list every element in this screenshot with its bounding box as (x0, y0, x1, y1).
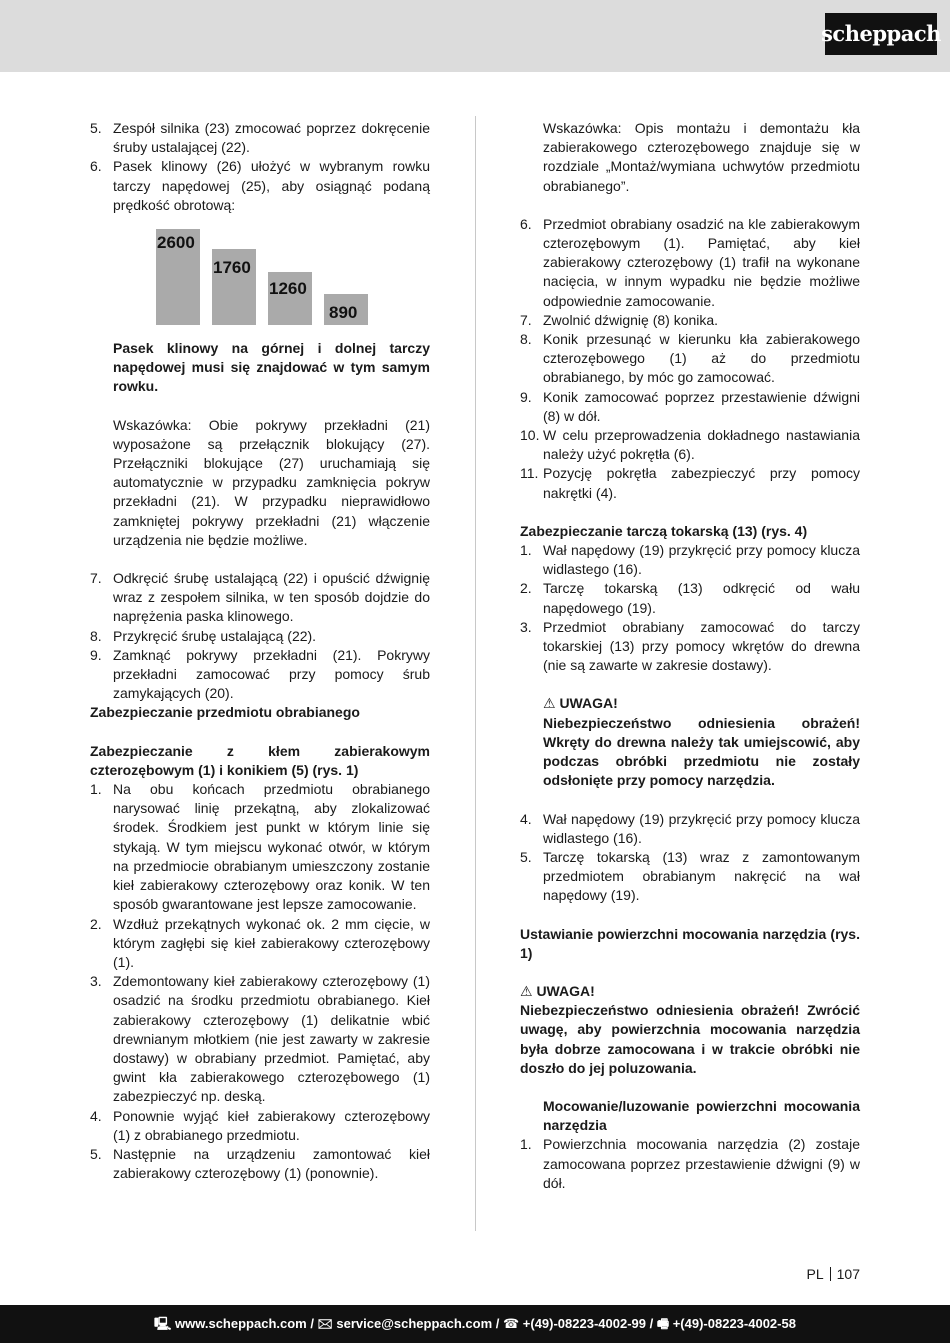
belt-note: Pasek klinowy na górnej i dolnej tarczy napędowej musi się znajdować w tym samym rowku. (113, 340, 430, 395)
left-column (90, 119, 430, 1183)
list-item: 5. Zespół silnika (23) zmocować poprzez dokręcenie śruby ustalającej (22). (90, 120, 430, 156)
subsection-heading: Zabezpieczanie z kłem zabierakowym czterozębowym (1) i konikiem (5) (rys. 1) (90, 742, 430, 778)
list-item: 4. Ponownie wyjąć kieł zabierakowy czterozębowy (1) z obrabianego przedmiotu. (90, 1107, 430, 1143)
section-heading: Zabezpieczanie tarczą tokarską (13) (rys. 4) (520, 522, 808, 539)
chart-label-1760: 1760 (213, 258, 251, 278)
chart-label-890: 890 (329, 303, 358, 323)
list-item: 7. Zwolnić dźwignię (8) konika. (520, 311, 719, 328)
page-footer (0, 1305, 950, 1343)
warning-title: ⚠ UWAGA! (543, 695, 618, 712)
page-language: PL (806, 1266, 824, 1282)
warning-text: Niebezpieczeństwo odniesienia obrażeń! Zwrócić uwagę, aby powierzchnia mocowania narzędzia była dobrze zamocowana i w trakcie obróbki nie doszło do jej poluzowania. (520, 1002, 860, 1076)
hint-text: Wskazówka: Obie pokrywy przekładni (21) wyposażone są przełącznik blokujący (27). Przełączniki blokujące (27) uruchamiają się automatycznie w przypadku zamknięcia pokryw przekładni (21). W przypadku nieprawidłowo zamkniętej pokrywy przekładni (21) włączenie urządzenia nie będzie możliwe. (113, 416, 430, 548)
page-number-value: 107 (836, 1266, 860, 1282)
list-item: 8. Konik przesunąć w kierunku kła zabierakowego czterozębowego (1) aż do przedmiotu obrabianego, by móc go zamocować. (520, 331, 860, 386)
column-divider (475, 116, 476, 1231)
section-heading: Zabezpieczanie przedmiotu obrabianego (90, 704, 360, 721)
section-heading: Ustawianie powierzchni mocowania narzędzia (rys. 1) (520, 925, 860, 961)
list-item: 10. W celu przeprowadzenia dokładnego nastawiania należy użyć pokrętła (6). (520, 427, 860, 463)
list-item: 2. Tarczę tokarską (13) odkręcić od wału napędowego (19). (520, 580, 860, 616)
warning-title: ⚠ UWAGA! (520, 982, 595, 999)
list-item: 7. Odkręcić śrubę ustalającą (22) i opuścić dźwignię wraz z zespołem silnika, w ten sposób dojdzie do naprężenia paska klinowego. (90, 570, 430, 625)
list-left-a (90, 119, 430, 215)
list-item: 9. Konik zamocować poprzez przestawienie dźwigni (8) w dół. (520, 388, 860, 424)
list-left-b (90, 569, 430, 703)
list-item: 8. Przykręcić śrubę ustalającą (22). (90, 627, 317, 644)
list-item: 6. Pasek klinowy (26) ułożyć w wybranym rowku tarczy napędowej (25), aby osiągnąć podaną prędkość obrotową: (90, 158, 430, 213)
brand-logo: scheppach (825, 13, 937, 55)
list-item: 2. Wzdłuż przekątnych wykonać ok. 2 mm cięcie, w którym zagłębi się kieł zabierakowy czterozębowy (1). (90, 915, 430, 970)
list-item: 3. Przedmiot obrabiany zamocować do tarczy tokarskiej (13) przy pomocy wkrętów do drewna (nie są zawarte w zakresie dostawy). (520, 618, 860, 674)
chart-label-2600: 2600 (157, 233, 195, 253)
list-item: 6. Przedmiot obrabiany osadzić na kle zabierakowym czterozębowym (1). Pamiętać, aby kieł zabierakowy czterozębowy (1) trafił na wykonane nacięcia, w innym wypadku nie będzie możliwe odpowiednie zamocowanie. (520, 215, 860, 309)
subsection-heading: Mocowanie/luzowanie powierzchni mocowania narzędzia (543, 1097, 860, 1134)
speed-chart (156, 229, 430, 339)
page-number (700, 1265, 860, 1284)
list-item: 1. Na obu końcach przedmiotu obrabianego narysować linię przekątną, aby zlokalizować środek. Środkiem jest punkt w którym linie się stykają. W tym miejscu wykonać otwór, w którym na przedmiocie obrabianym umieszczony zostanie kieł zabierakowy czterozębowy oraz konik. W ten sposób gwarantowane jest lepsze zamocowanie. (90, 781, 430, 913)
list-item: 11. Pozycję pokrętła zabezpieczyć przy pomocy nakrętki (4). (520, 465, 860, 501)
list-item: 5. Tarczę tokarską (13) wraz z zamontowanym przedmiotem obrabianym nakręcić na wał napędowy (19). (520, 848, 860, 904)
footer-contact: 🖳 www.scheppach.com / 🖂 service@scheppach.com / ☎ +(49)-08223-4002-99 / 🖷 +(49)-08223-4002-58 (154, 1316, 796, 1332)
list-item: 5. Następnie na urządzeniu zamontować kieł zabierakowy czterozębowy (1) (ponownie). (90, 1145, 430, 1182)
list-right-a (520, 215, 860, 503)
warning-text: Niebezpieczeństwo odniesienia obrażeń! Wkręty do drewna należy tak umiejscowić, aby podczas obróbki przedmiotu nie zostały odsłonięte przy pomocy narzędzia. (543, 714, 860, 789)
list-item: 3. Zdemontowany kieł zabierakowy czterozębowy (1) osadzić na środku przedmiotu obrabianego. Kieł zabierakowy czterozębowy (1) delikatnie wbić drewnianym młotkiem (nie jest zawarty w zakresie dostawy) w obrabiany przedmiot. Pamiętać, aby gwint kła zabierakowego czterozębowego (1) zabezpieczyć np. deską. (90, 973, 430, 1105)
list-item: 1. Wał napędowy (19) przykręcić przy pomocy klucza widlastego (16). (520, 542, 860, 578)
list-right-b (520, 541, 860, 675)
chart-label-1260: 1260 (269, 279, 307, 299)
list-item: 9. Zamknąć pokrywy przekładni (21). Pokrywy przekładni zamocować przy pomocy śrub zamykających (20). (90, 646, 430, 702)
list-right-c (520, 810, 860, 906)
list-left-c (90, 780, 430, 1183)
right-column (520, 119, 860, 1193)
list-item: 4. Wał napędowy (19) przykręcić przy pomocy klucza widlastego (16). (520, 810, 860, 846)
hint-text: Wskazówka: Opis montażu i demontażu kła zabierakowego czterozębowego znajduje się w rozdziale „Montaż/wymiana uchwytów przedmiotu obrabianego”. (543, 120, 860, 194)
page-header (0, 0, 950, 72)
list-right-d (520, 1135, 860, 1193)
list-item: 1. Powierzchnia mocowania narzędzia (2) zostaje zamocowana poprzez przestawienie dźwigni (9) w dół. (520, 1136, 860, 1191)
